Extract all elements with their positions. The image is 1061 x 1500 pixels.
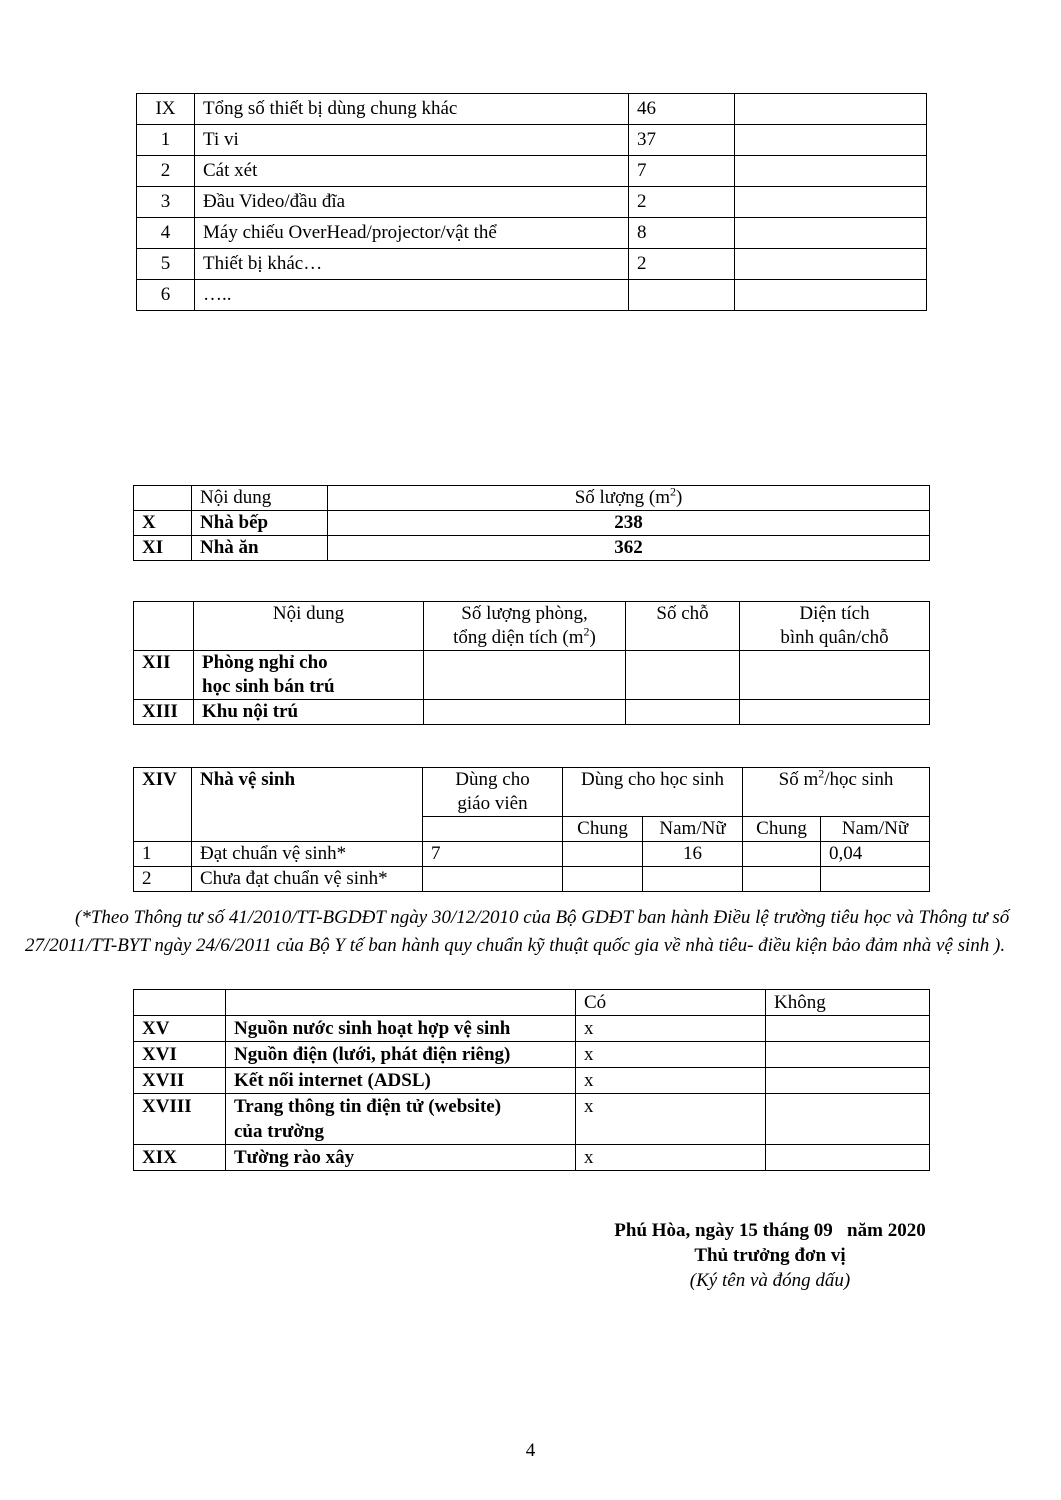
row-number: X [134,511,192,536]
row-number: 6 [137,280,195,311]
row-qty: 8 [629,218,735,249]
row-number: XIX [134,1145,226,1171]
facilities-table [133,989,930,1171]
row-note [735,94,927,125]
table-row [134,1068,930,1094]
table-row [137,187,927,218]
row-name: Trang thông tin điện tử (website) của trường [226,1094,576,1145]
row-name: Thiết bị khác… [195,249,629,280]
row-yes: x [576,1145,766,1171]
table-row [137,156,927,187]
row-name: Nhà bếp [192,511,328,536]
header-yes: Có [576,990,766,1016]
row-name: Đạt chuẩn vệ sinh* [192,842,423,867]
row-name: Máy chiếu OverHead/projector/vật thể [195,218,629,249]
header-content: Nội dung [194,602,424,651]
row-name: Tổng số thiết bị dùng chung khác [195,94,629,125]
row-ratio-namnu: 0,04 [821,842,930,867]
row-number: XIII [134,700,194,725]
table-row [134,867,930,892]
row-qty: 2 [629,249,735,280]
row-yes: x [576,1042,766,1068]
header-teacher: Dùng cho giáo viên [423,768,563,817]
row-name: Khu nội trú [194,700,424,725]
table-row [137,249,927,280]
row-name: Nguồn điện (lưới, phát điện riêng) [226,1042,576,1068]
table-row [134,511,930,536]
table-row [137,280,927,311]
row-yes: x [576,1094,766,1145]
row-no [766,1094,930,1145]
row-number: 3 [137,187,195,218]
row-number: XI [134,536,192,561]
table-row [134,536,930,561]
row-no [766,1145,930,1171]
row-no [766,1016,930,1042]
page-number: 4 [525,1440,536,1461]
header-area: Diện tích bình quân/chỗ [740,602,930,651]
header-rooms: Số lượng phòng, tổng diện tích $(m^2)$ [424,602,626,651]
signature-block [560,1218,980,1293]
row-number: XVII [134,1068,226,1094]
header-ratio: Số $m^2$/học sinh [743,768,930,817]
row-number: XV [134,1016,226,1042]
row-note [735,280,927,311]
row-name: ….. [195,280,629,311]
row-number: 4 [137,218,195,249]
subheader-namnu: Nam/Nữ [643,817,743,842]
row-qty: 362 [328,536,930,561]
row-teacher: 7 [423,842,563,867]
header-content: Nội dung [192,486,328,511]
row-student-namnu: 16 [643,842,743,867]
row-student-chung [563,867,643,892]
section-title: Nhà vệ sinh [192,768,423,842]
table-row [134,1145,930,1171]
equipment-table [136,93,927,311]
row-qty: 2 [629,187,735,218]
row-note [735,125,927,156]
row-number: 1 [134,842,192,867]
row-note [735,218,927,249]
row-no [766,1068,930,1094]
row-ratio-chung [743,867,821,892]
row-qty: 7 [629,156,735,187]
row-name: Ti vi [195,125,629,156]
row-name: Nhà ăn [192,536,328,561]
subheader-namnu: Nam/Nữ [821,817,930,842]
table-row [137,125,927,156]
row-name: Đầu Video/đầu đĩa [195,187,629,218]
row-yes: x [576,1068,766,1094]
footnote: (*Theo Thông tư số 41/2010/TT-BGDĐT ngày 30/12/2010 của Bộ GDĐT ban hành Điều lệ trường tiêu học và Thông tư số 27/2011/TT-BYT ngày 24/6/2011 của Bộ Y tế ban hành quy chuẩn kỹ thuật quốc gia về nhà tiêu- điều kiện bảo đảm nhà vệ sinh ). [25,907,1010,956]
row-note [735,187,927,218]
row-number: 2 [134,867,192,892]
row-number: XVIII [134,1094,226,1145]
row-student-chung [563,842,643,867]
row-ratio-namnu [821,867,930,892]
row-yes: x [576,1016,766,1042]
row-student-namnu [643,867,743,892]
row-number: 2 [137,156,195,187]
table-row [134,1016,930,1042]
row-qty: 238 [328,511,930,536]
row-name: Nguồn nước sinh hoạt hợp vệ sinh [226,1016,576,1042]
boarding-table [133,601,930,725]
header-no: Không [766,990,930,1016]
table-row [134,1094,930,1145]
row-name: Tường rào xây [226,1145,576,1171]
subheader-chung: Chung [743,817,821,842]
table-header-row [134,486,930,511]
sign-instruction: (Ký tên và đóng dấu) [689,1270,851,1291]
row-name: Cát xét [195,156,629,187]
toilet-table [133,767,930,892]
row-number: IX [137,94,195,125]
table-row [134,651,930,700]
row-note [735,249,927,280]
row-name: Kết nối internet (ADSL) [226,1068,576,1094]
row-name: Phòng nghỉ cho học sinh bán trú [194,651,424,700]
header-student: Dùng cho học sinh [563,768,743,817]
row-teacher [423,867,563,892]
section-number: XIV [134,768,192,842]
table-header-row [134,990,930,1016]
table-header-row [134,602,930,651]
subheader-chung: Chung [563,817,643,842]
row-name: Chưa đạt chuẩn vệ sinh* [192,867,423,892]
table-header-row [134,768,930,817]
row-number: XVI [134,1042,226,1068]
row-qty [629,280,735,311]
row-number: 5 [137,249,195,280]
row-note [735,156,927,187]
row-qty: 37 [629,125,735,156]
place-date: Phú Hòa, ngày 15 tháng 09 năm 2020 [614,1220,926,1241]
row-ratio-chung [743,842,821,867]
row-no [766,1042,930,1068]
table-row [134,700,930,725]
table-row [137,94,927,125]
table-row [134,842,930,867]
row-number: 1 [137,125,195,156]
kitchen-table [133,485,930,561]
row-number: XII [134,651,194,700]
row-qty: 46 [629,94,735,125]
signer-title: Thủ trưởng đơn vị [694,1245,846,1266]
table-row [134,1042,930,1068]
header-qty: Số lượng $(m^2)$ [328,486,930,511]
header-seats: Số chỗ [626,602,740,651]
table-row [137,218,927,249]
